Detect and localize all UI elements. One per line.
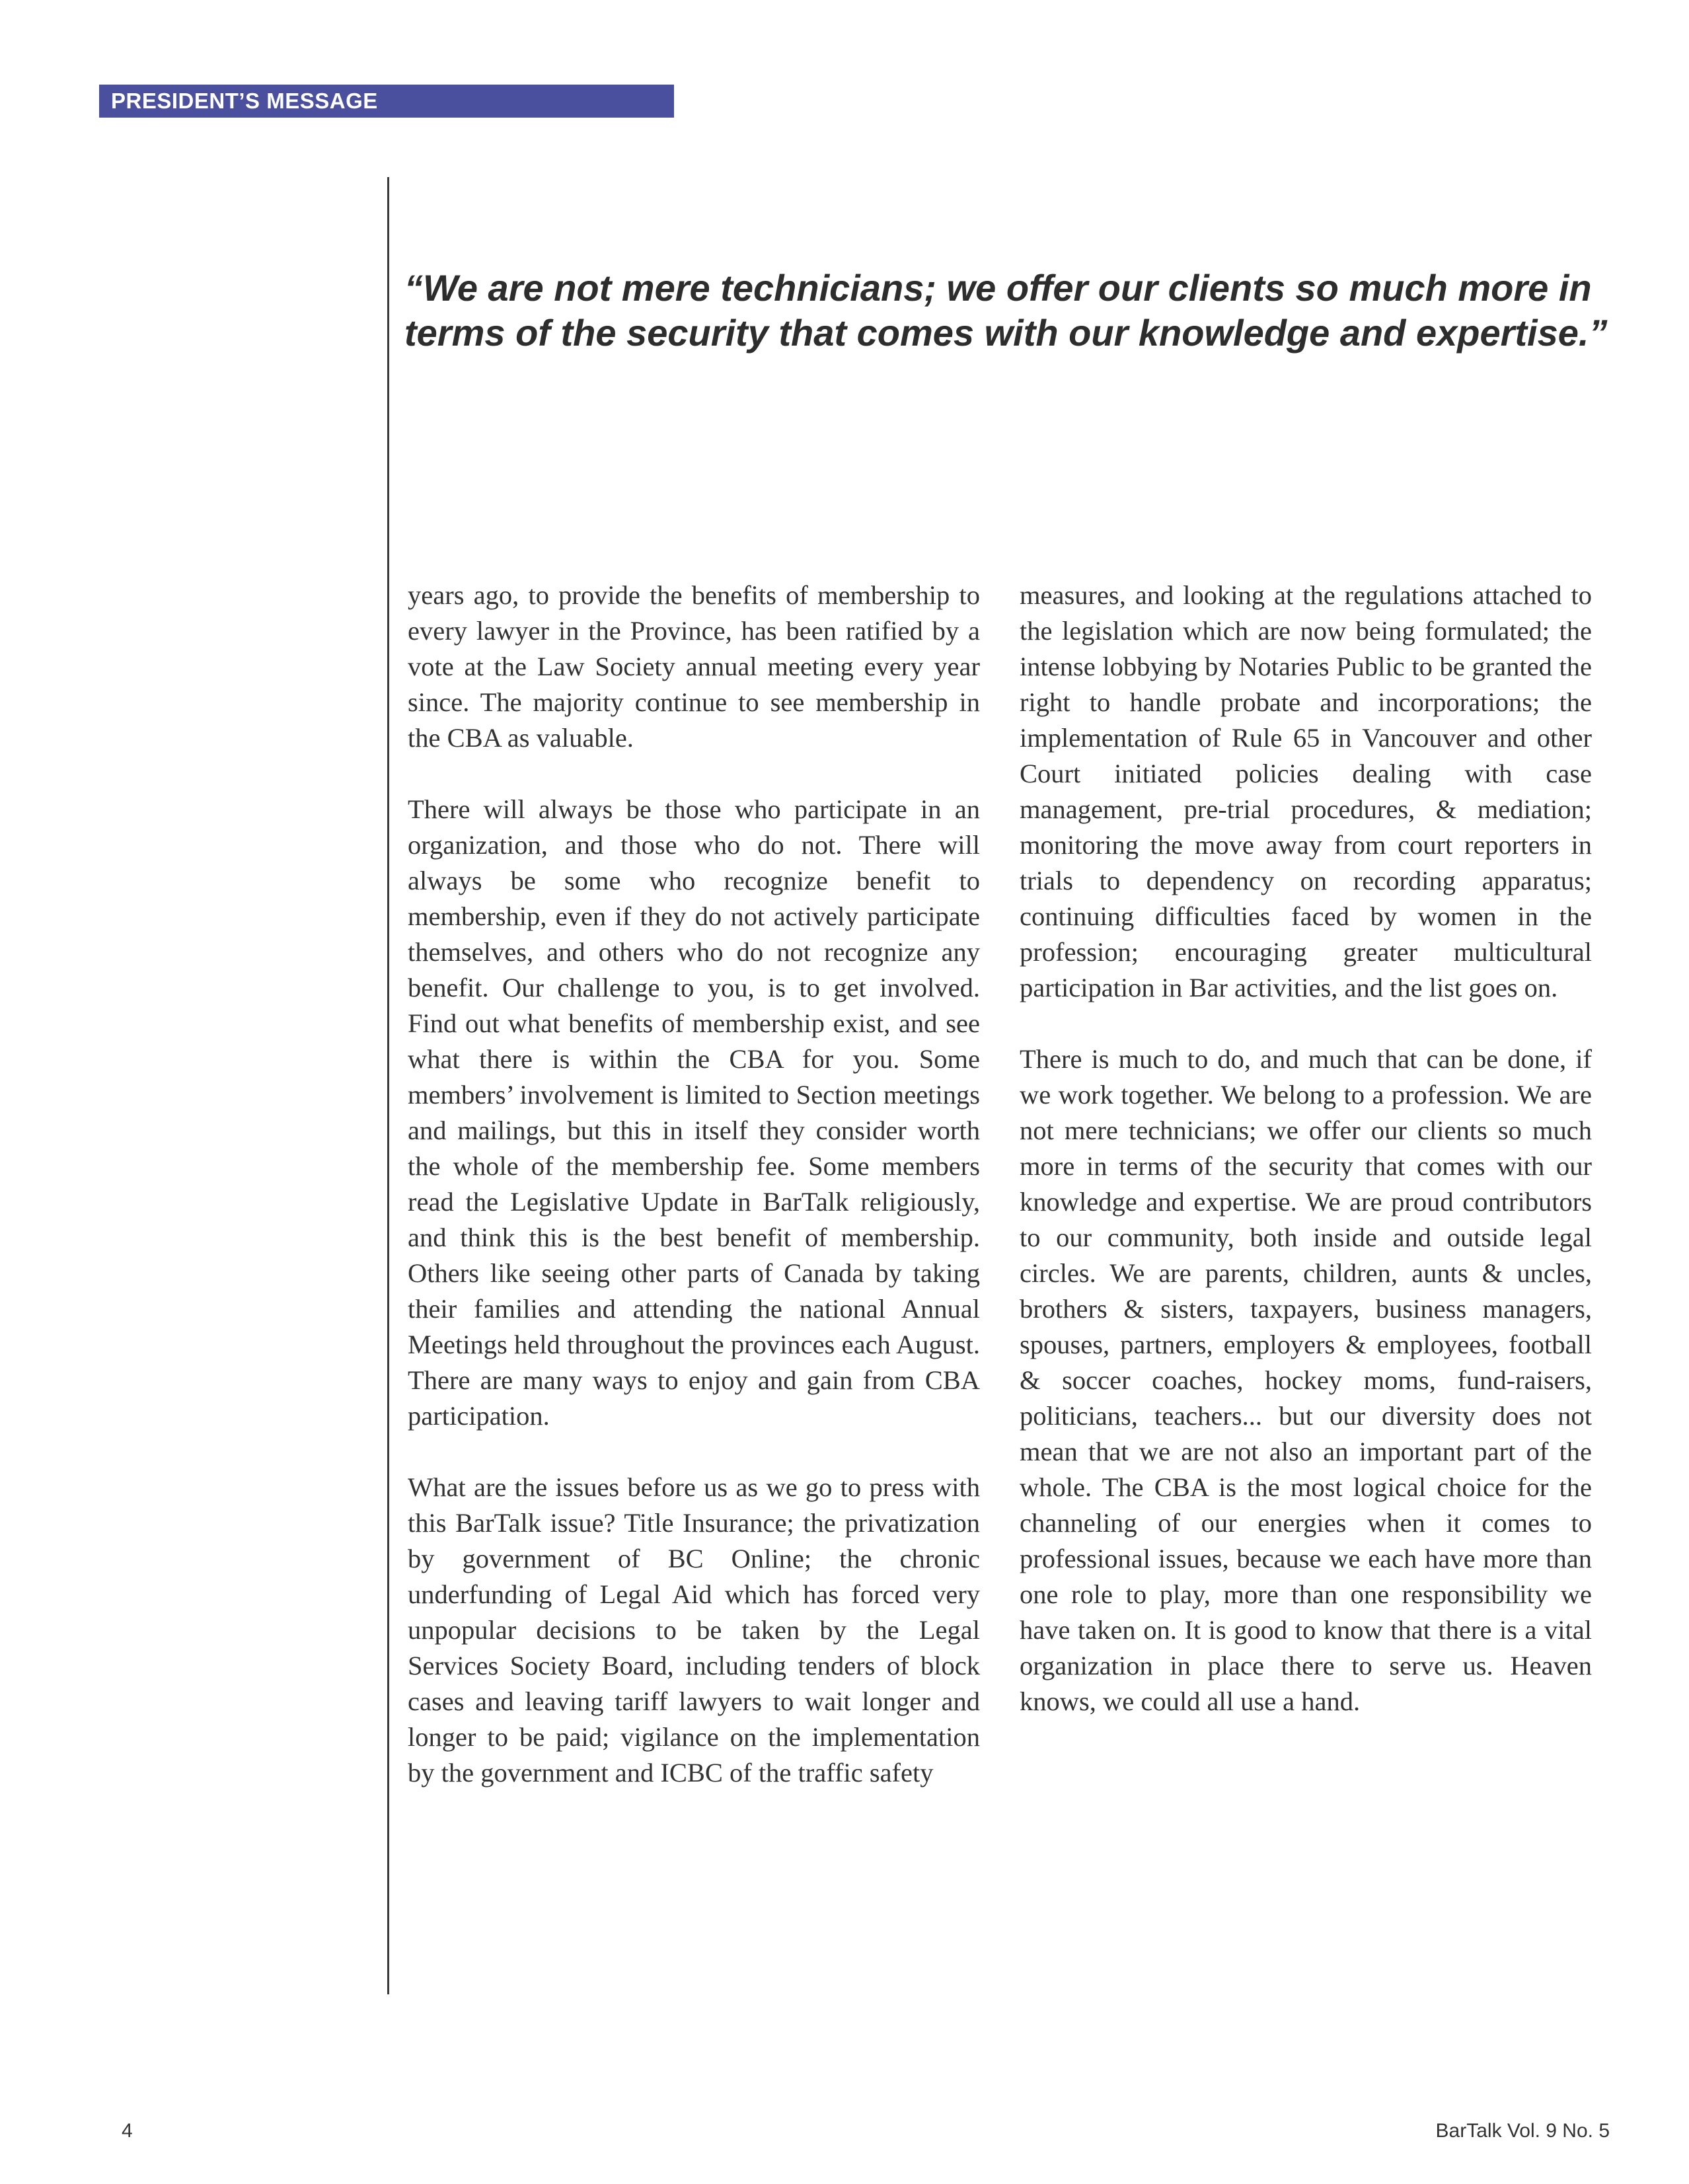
pull-quote: “We are not mere technicians; we offer our clients so much more in terms of the security that comes with our knowledge and expertise.” [404, 267, 1608, 354]
right-paragraph-2: There is much to do, and much that can be done, if we work together. We belong to a profession. We are not mere technicians; we offer our clients so much more in terms of the security that comes with our knowledge and expertise. We are proud contributors to our community, both inside and outside legal circles. We are parents, children, aunts & uncles, brothers & sisters, taxpayers, business managers, spouses, partners, employers & employees, football & soccer coaches, hockey moms, fund-raisers, politicians, teachers... but our diversity does not mean that we are not also an important part of the whole. The CBA is the most logical choice for the channeling of our energies when it comes to professional issues, because we each have more than one role to play, more than one responsibility we have taken on. It is good to know that there is a vital organization in place there to serve us. Heaven knows, we could all use a hand. [1020, 1044, 1592, 1716]
left-paragraph-2: There will always be those who participate in an organization, and those who do not. There will always be some who recognize benefit to membership, even if they do not actively participate themselves, and others who do not recognize any benefit. Our challenge to you, is to get involved. Find out what benefits of membership exist, and see what there is within the CBA for you. Some members’ involvement is limited to Section meetings and mailings, but this in itself they consider worth the whole of the membership fee. Some members read the Legislative Update in BarTalk religiously, and think this is the best benefit of membership. Others like seeing other parts of Canada by taking their families and attending the national Annual Meetings held throughout the provinces each August. There are many ways to enjoy and gain from CBA participation. [408, 794, 980, 1431]
right-column [1020, 578, 1592, 1755]
issue-info: BarTalk Vol. 9 No. 5 [1435, 2120, 1610, 2142]
vertical-rule [387, 177, 389, 1994]
section-header-bar [99, 85, 674, 118]
left-paragraph-3: What are the issues before us as we go to press with this BarTalk issue? Title Insurance; the privatization by government of BC Online; the chronic underfunding of Legal Aid which has forced very unpopular decisions to be taken by the Legal Services Society Board, including tenders of block cases and leaving tariff lawyers to wait longer and longer to be paid; vigilance on the implementation by the government and ICBC of the traffic safety [408, 1472, 980, 1788]
right-paragraph-1: measures, and looking at the regulations attached to the legislation which are now being formulated; the intense lobbying by Notaries Public to be granted the right to handle probate and incorporations; the implementation of Rule 65 in Vancouver and other Court initiated policies dealing with case management, pre-trial procedures, & mediation; monitoring the move away from court reporters in trials to dependency on recording apparatus; continuing difficulties faced by women in the profession; encouraging greater multicultural participation in Bar activities, and the list goes on. [1020, 580, 1592, 1002]
page-number: 4 [122, 2120, 133, 2142]
left-column [408, 578, 980, 1826]
left-paragraph-1: years ago, to provide the benefits of membership to every lawyer in the Province, has been ratified by a vote at the Law Society annual meeting every year since. The majority continue to see membership in the CBA as valuable. [408, 580, 980, 753]
section-header-label: PRESIDENT’S MESSAGE [111, 89, 378, 113]
